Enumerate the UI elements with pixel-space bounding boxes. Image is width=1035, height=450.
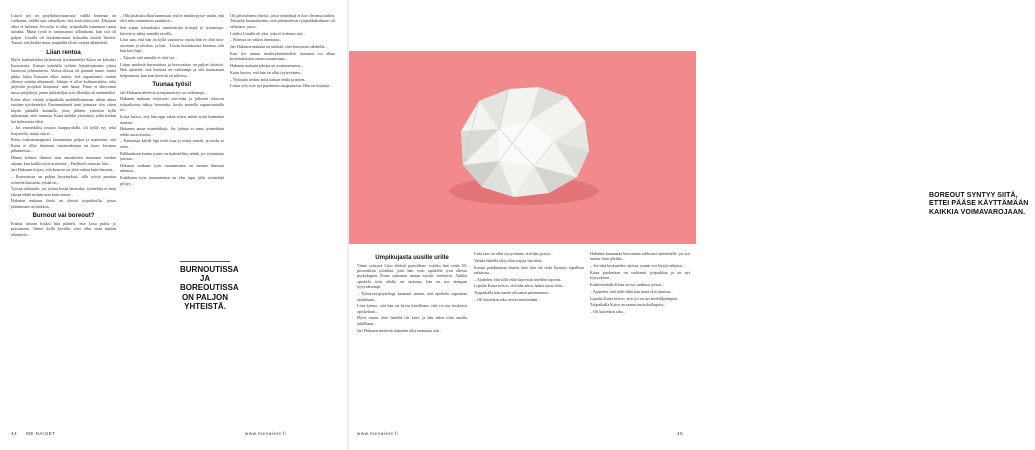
body-paragraph: Jari Hakanen kirjasi, että boreout on yhtä vaikea kuin burnout... — [11, 167, 116, 173]
body-paragraph: – Ajattelen, että sillä välin kun etsin itselleni sopivaa... — [474, 276, 564, 282]
footer-right-page-number: 45 — [677, 431, 684, 436]
footer-right-site: www.menaiset.fi — [357, 431, 399, 436]
crumpled-paper-photo — [349, 51, 1029, 244]
body-paragraph: Työssä tarkastelu, jos työssä kesää lattetuksi, työntekijä ei enää jaksaa tehdä mitään niin kuin ennen... — [11, 186, 116, 197]
body-paragraph: Liisa kertoo, että hän on hyvin kiitollinen, että voi nyt keskittyä opiskeluun... — [357, 303, 467, 314]
body-paragraph: Lopulta Kaisa kertoo, että hän aikoo hakea uusia töitä... — [474, 283, 566, 289]
subheading: Liian rentoa — [46, 48, 81, 56]
body-paragraph: Vaikka hänellä olisi ollut tarjota sitä mitä... — [474, 257, 545, 263]
body-paragraph: Työpaikalla hän tuntee olevansa paremmassa... — [474, 290, 551, 296]
left-column-1 — [11, 13, 116, 425]
body-paragraph: Kulttuurialalla Kaisa on nyt uudessa työssä... — [590, 282, 664, 288]
body-paragraph: Oli päivittäinen yhteisö, jossa työntekijä ei koe olevansa tärkeä. Toisaalta huomautettiin, että pinnistelevät työpaikkakulttuuri oli sellainen, jossa... — [230, 13, 335, 29]
body-paragraph: – Tajusin, että minulle ei riitä työ... — [120, 55, 178, 61]
body-paragraph: Myös kulttuurialan järjestössä työskennellyt Kaisa on kärsinyt boreoutista. Kaisan kuhdalla työhön leijatiivyminen johtui huonosta johtamisesta. Alussa tilassa oli päinsen tunne, mutta pikku hiljaa Kaisasta alkoi tuntua, että organisaatio suunni olleesti mitään aikaansek. Johtaja ei ollut kulttuurialalta, eikä järjestön projektit kiinnosta- neet häntä. Pomo ei aktivoinut uusia projekteja, jonne pikkuhiljaa työt olleenkä oli enämmäksi. — [11, 57, 116, 95]
body-paragraph: – Jos siitä keskustelee ajoissa, asiaan voi löytyä ratkaisu... — [590, 263, 686, 269]
body-paragraph: – Boreoutissa on paljon kysymyksiä, sillä työstä puuttuu riittävää haastetta, tylsää on... — [11, 174, 116, 185]
body-paragraph: Palkkauksen kautta jotain on mahdollista tehdä, jos työnantaja joustaa... — [120, 150, 224, 162]
body-paragraph: Hakasen mukaan johtaja on avainasemassa... — [230, 63, 304, 69]
body-paragraph: – Ajattelen, että sillä välin kun minä olin jumissa... — [590, 288, 674, 294]
body-paragraph: – Oli kuitenkin aika ruveta miettimään... — [474, 296, 541, 302]
body-paragraph: Kaikkiaan työn tuunaaminen on yksi tapa, jolla työntekijä pystyy... — [120, 175, 224, 186]
body-paragraph: – Boreout on vaikea tunnistaa... — [230, 37, 282, 43]
body-paragraph: Liisa taas, että hän on kyllä sanottava: mutta hän ei ollut tasa-arvoinen ja arvokas, ja hän... Liisan kuvauksesta huomaa, että hän kävi läpi... — [120, 37, 224, 54]
body-paragraph: – Nykyään tiedän, mitä haluan tehdä ja miten... — [230, 76, 308, 82]
left-column-3 — [230, 13, 335, 425]
subheading: Umpikujasta uusille urille — [375, 254, 449, 261]
body-paragraph: Kaisa kertoo, että hän oppi aikaa sitten, miten työtä kannattaa tuunata... — [120, 114, 224, 125]
body-paragraph: – Kannattaa käydä läpi mitä osaa ja mistä nauttii, ja tuoda se esiin... — [120, 138, 224, 149]
body-paragraph: Liisan mielestä burnoutissa ja boreoutissa on paljon yhteistä. Hän ajattelee, että burnout on vaikeampi ja sitä huomataan helpommin, kun taas boreout on piilossa... — [120, 61, 224, 78]
body-paragraph: – Jos esimerkiksi jossain kauppa-alalla, oli kyllä syy sekä harjoitella, mutta sitä ei... — [11, 125, 116, 136]
highlight-quote-box — [923, 187, 1035, 250]
body-paragraph: Hakasen mukaan ilmiö on yleistä työpaikoilla, joissa johtaminen on heikkoa... — [11, 198, 116, 209]
left-column-2 — [120, 13, 224, 425]
body-paragraph: Hakasen mukaan työn tuunaaminen on monen ihmisen ratkaisu... — [120, 162, 224, 174]
body-paragraph: Liisa'n työ on projektikoostumista: välillä hommaa on vaihtunut, välillä taas odotellaan, että asiat etäisyyttä. Aikojaan alkoi ei haluttaa. Jos tulisi ei ollut, työpaikalla istuminen tuntui turhalta. Mutta työtä ei tunnustanut silloinkaan, kun sitä oli paljon. Liisalla oli houkittuvuutta kokoaika taisteli hävetti. Tuntui, että kaikki muut ympärillä olivat niistää allanteleki. — [11, 13, 116, 46]
footer-left-page-number: 44 — [11, 431, 18, 436]
footer-left-magazine-name: ME NAISET — [26, 431, 56, 436]
body-paragraph: Sen sijaan työtaakoksi tunnistettuja kriisejä ja työnantaja- kiirettä ei nähty samalla tavalla... — [120, 25, 224, 36]
body-paragraph: Työpaikalla Kaisa on saanut uusia kollegoita... — [590, 302, 667, 308]
footer-left-site: www.menaiset.fi — [245, 431, 287, 436]
body-paragraph: Viime syksynä Liisa ehdotti pomolleen, voisiko hän vetää 50-prosenttista työaikaa, jotta hän voisi opiskella työn ohessa psykologiaa. Pomo suhtautui asiaan myötä- mielisesti. Vaikka opiskelu työn ohella on raskasta, hän on nyt aiempaa tyytyväisempi. — [357, 262, 467, 290]
body-paragraph: Pomo mikromanagerasi kiusaamista paljon ja mainittiin, että Kaisa ei ollut ilmaissut tuntemuksiaan tai luon- kevansa pilkanteista... — [11, 137, 116, 154]
subheading: Burnout vai boreout? — [32, 212, 95, 220]
right-column-2 — [474, 251, 584, 426]
body-paragraph: – Työterveyspsykologi kannusti minua, että opiskelu vapauttaa ajatteluani... — [357, 291, 467, 302]
body-paragraph: Liisa taas on ollut tyytyväinen, että hän pystyy... — [474, 251, 554, 256]
body-paragraph: Myös tuntui, ettei hänellä ole kiire, ja hän tekee töitä omalla tahdillaan... — [357, 315, 467, 326]
subheading: Tuunaa työsi! — [152, 81, 192, 89]
body-paragraph: – Oli kuitenkin aika... — [590, 309, 626, 315]
body-paragraph: Hakanen kannustaa kertomaan rohkeasti esimiehelle, jos työ tuntuu liian tylsältä... — [590, 251, 690, 262]
body-paragraph: Kaisa kertoo, että hän on ollut tyytyväinen... — [230, 69, 303, 75]
body-paragraph: Kaisan pohdinnasta ilmeni, ettei hän ole vielä löytänyt lopullista ratkaisua... — [474, 264, 584, 275]
body-paragraph: Kun työ tuntuu merkityksettömältä, ihminen voi alkaa kyseenalaistaa omaa osaamistaan... — [230, 50, 335, 62]
body-paragraph: Lisäksi Liisalla oli yksi, joka ei kokenut sitä... — [230, 30, 306, 36]
body-paragraph: Hakanen antaa esimerkkejä: Jos johtaja ei anna työntekijän tehdä uusia asioita... — [120, 126, 224, 137]
body-paragraph: Hakasen mukaan erityisesti sote-alan ja julkisen sektorin työpaikoissa näkyy boreoutia, koska monella organisaatiolla ei... — [120, 96, 224, 113]
body-paragraph: Kaisa puolestaan on vaihtanut työpaikkaa ja on nyt tyytyväinen... — [590, 269, 690, 281]
body-paragraph: Eräänä tiistain lisäksi hän päätteli, että Liisa puhui jo poisumaan. Tuntui kyllä hyvältä, ettei ollut enää mitään tekemistä... — [11, 220, 116, 237]
body-paragraph: Jari Hakasen mielestä työnymmärrys on vaikeampi... — [120, 89, 207, 95]
body-paragraph: Liisan työt ovat nyt paremmin tasapainossa. Hän on löytänyt... — [230, 83, 333, 89]
pull-quote: BURNOUTISSA JA BOREOUTISSA ON PALJON YHTEISTÄ. — [180, 261, 230, 311]
right-column-3 — [590, 251, 690, 426]
body-paragraph: Kaisa alkoi viettää työpaikalla mahdollisimman vähän aikaa esittäen työskentelyä. Ensimmäisenä tunti jatsettaa- tiin, sitten käytin päikällä kunnalla, josta jälkeen yritettiin kyllä tutkomaan, ettei tunnistu. Kaisa kadehti ystävänsä, joilla ketään hoi huhtinutta olitsi. — [11, 96, 116, 124]
body-paragraph: Jari Hakasen mielestä tärkeintä olisi tunnistaa sitä... — [357, 327, 442, 333]
body-paragraph: Jari Hakasen mukaan on tärkeää, ettei boreoutia vähätellä... — [230, 44, 328, 50]
body-paragraph: Lopulta Kaisa kertoo, että työ on nyt mielekkäämpää... — [590, 295, 680, 301]
highlight-quote-text: BOREOUT SYNTYY SIITÄ, ETTEI PÄÄSE KÄYTTÄMÄÄN KAIKKIA VOIMAVAROJAAN. — [929, 192, 1029, 216]
right-column-1 — [357, 251, 467, 426]
body-paragraph: Hänen kolmas ihmiset niin sanoakseen muutama vuoden aikana, kun kaikki taisivat miettiä – Facebook statusta- kiin... — [11, 155, 116, 166]
body-paragraph: – Olla pitäisiksi ihan tunnustaa, että ei mitään pysty- mään, että olisi niin osaamiseni puuttuvat... — [120, 13, 224, 24]
crumpled-paper-illustration — [349, 51, 696, 244]
